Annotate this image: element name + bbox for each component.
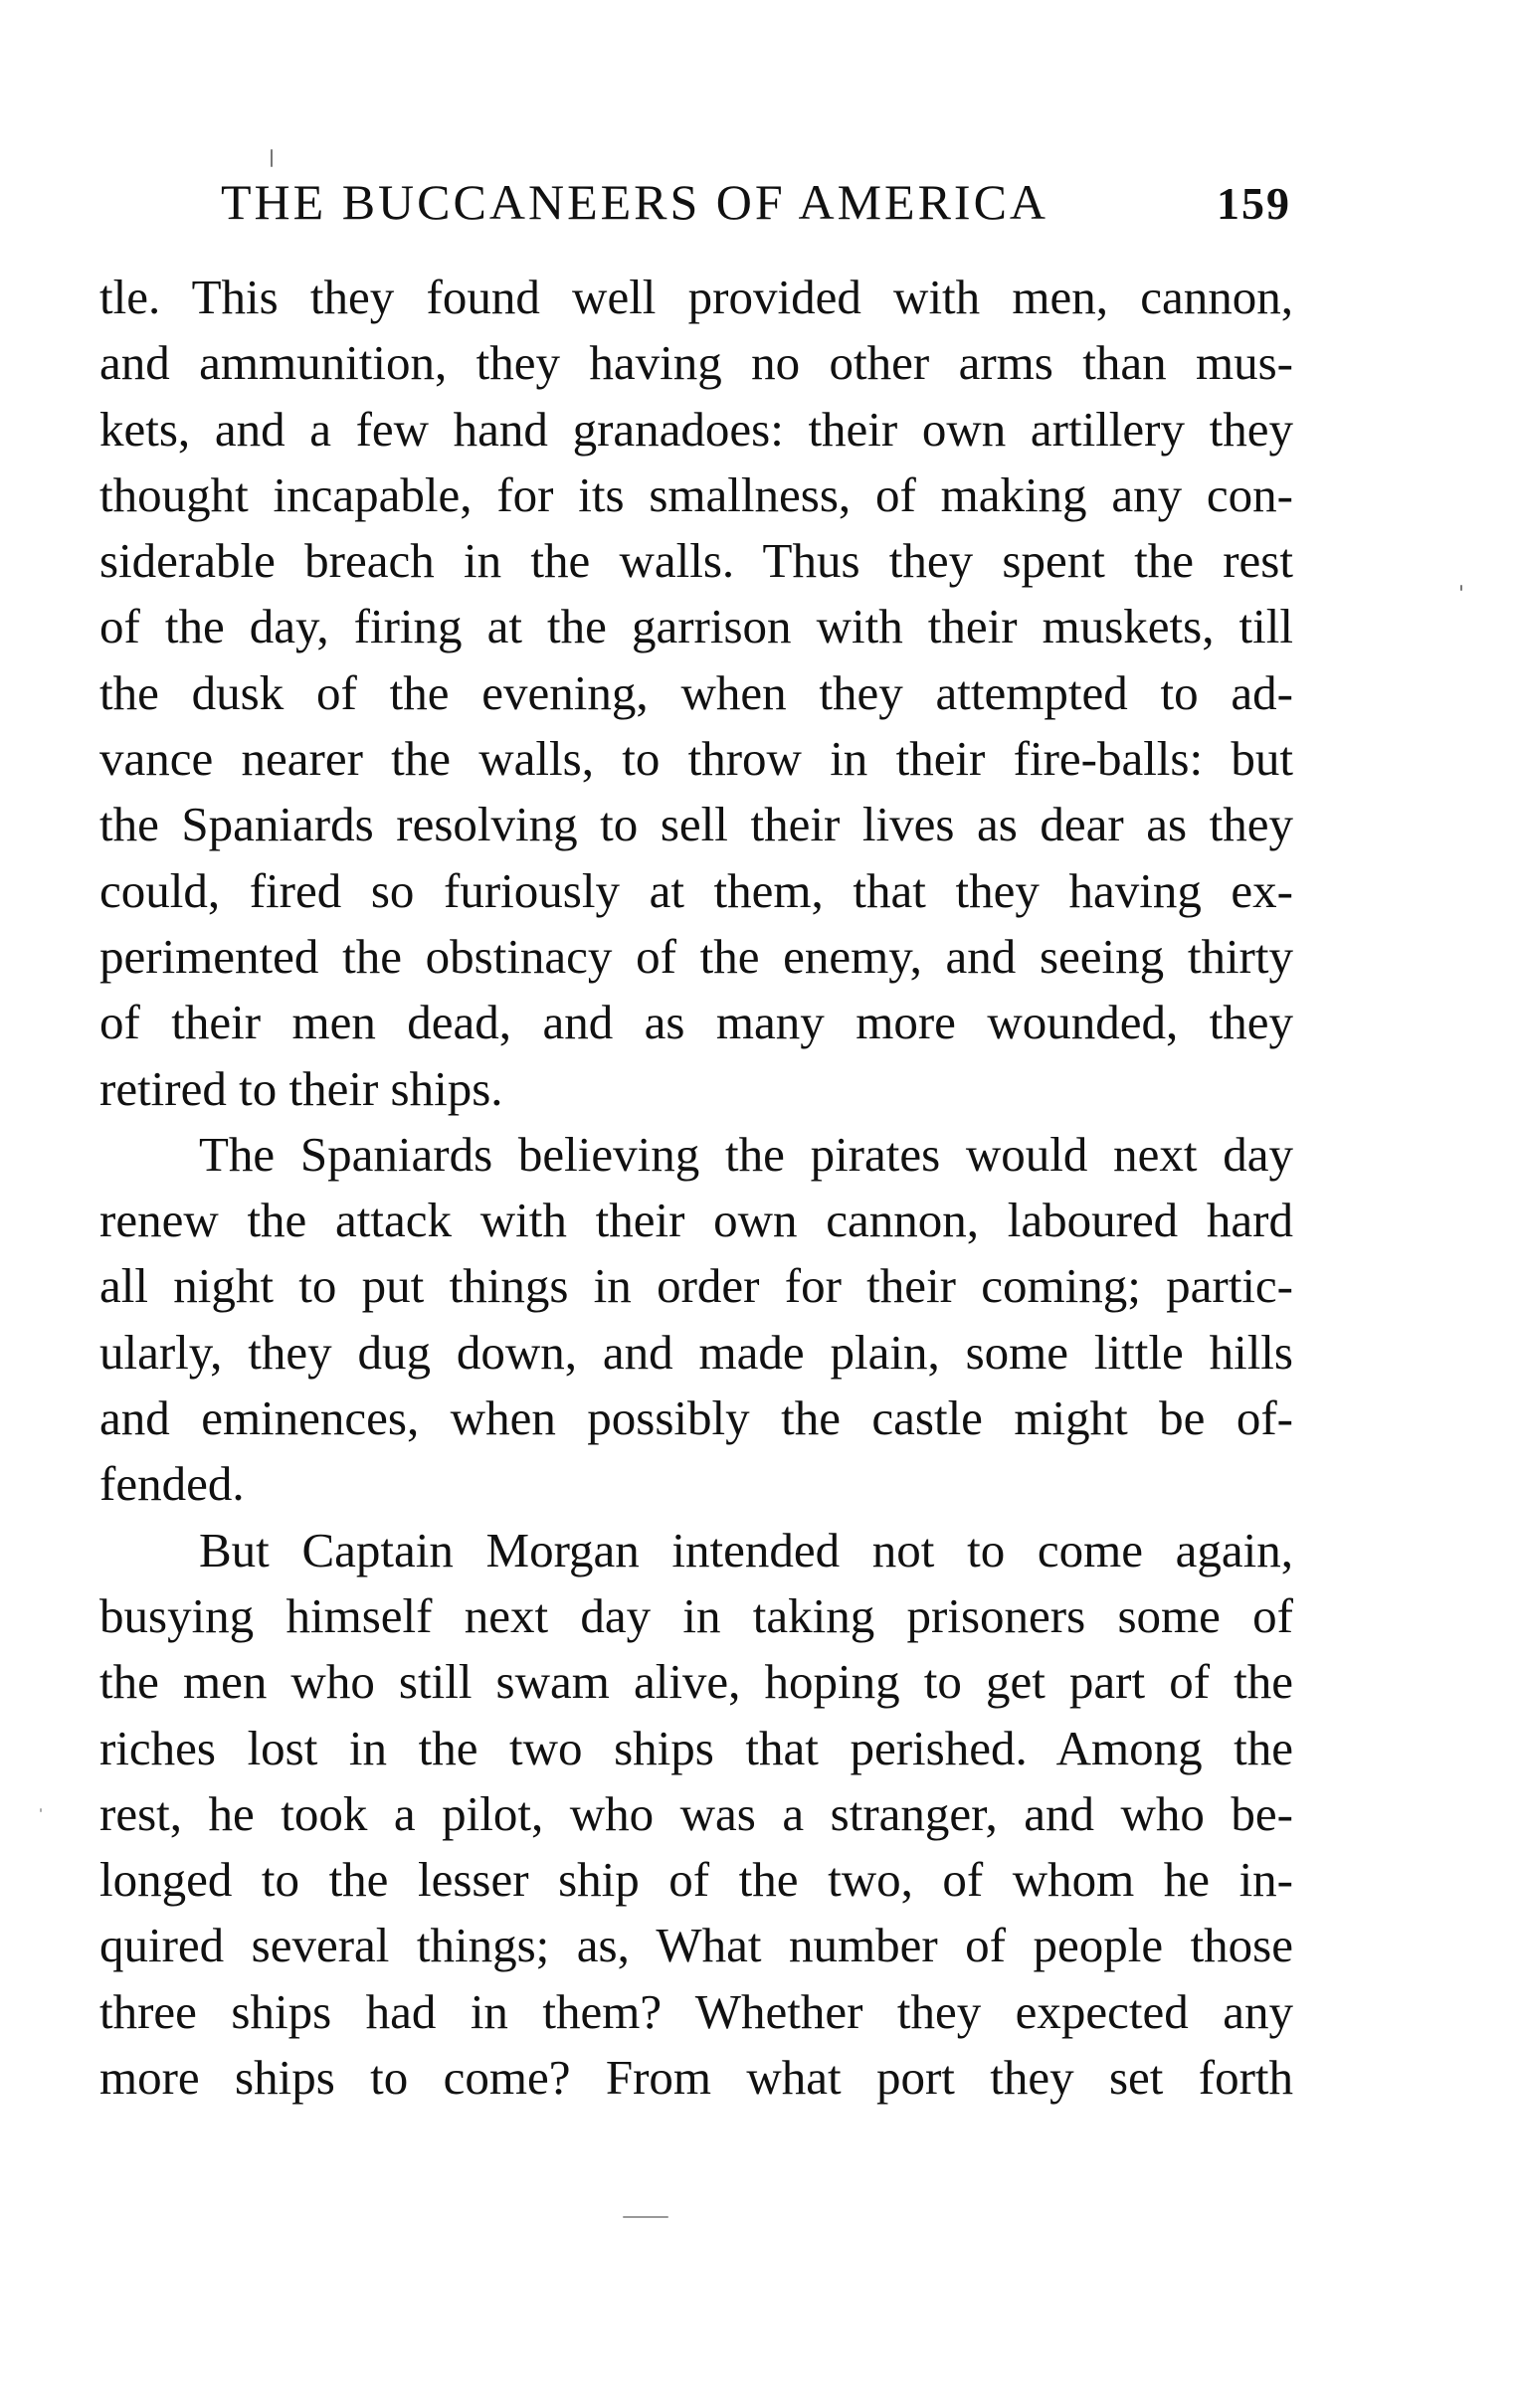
text-line: could, fired so furiously at them, that they having ex- bbox=[99, 862, 1293, 918]
scan-speck bbox=[1460, 585, 1462, 591]
text-line: and eminences, when possibly the castle might be of- bbox=[99, 1390, 1293, 1446]
text-line: vance nearer the walls, to throw in their fire-balls: but bbox=[99, 731, 1293, 787]
text-line: longed to the lesser ship of the two, of whom he in- bbox=[99, 1852, 1293, 1908]
text-line: quired several things; as, What number of people those bbox=[99, 1918, 1293, 1973]
running-title: THE BUCCANEERS OF AMERICA bbox=[221, 174, 1049, 230]
text-line: the dusk of the evening, when they attempted to ad- bbox=[99, 664, 1293, 720]
text-line: of the day, firing at the garrison with their muskets, till bbox=[99, 599, 1293, 654]
paragraph-start-line: The Spaniards believing the pirates would next day bbox=[199, 1126, 1293, 1182]
body-text bbox=[99, 265, 1293, 2111]
page-number: 159 bbox=[1217, 178, 1291, 229]
text-line: riches lost in the two ships that perished. Among the bbox=[99, 1720, 1293, 1775]
text-line: ularly, they dug down, and made plain, some little hills bbox=[99, 1324, 1293, 1380]
text-line: perimented the obstinacy of the enemy, and seeing thirty bbox=[99, 928, 1293, 984]
text-line: retired to their ships. bbox=[99, 1060, 503, 1116]
text-line: siderable breach in the walls. Thus they spent the rest bbox=[99, 533, 1293, 589]
text-line: kets, and a few hand granadoes: their own artillery they bbox=[99, 401, 1293, 457]
text-line: tle. This they found well provided with men, cannon, bbox=[99, 270, 1293, 324]
text-line: thought incapable, for its smallness, of making any con- bbox=[99, 466, 1293, 522]
text-line: and ammunition, they having no other arms than mus- bbox=[99, 335, 1293, 391]
running-head bbox=[221, 173, 1291, 243]
text-line: fended. bbox=[99, 1456, 245, 1512]
text-line: all night to put things in order for their coming; partic- bbox=[99, 1258, 1293, 1314]
paragraph-start-line: But Captain Morgan intended not to come again, bbox=[199, 1522, 1293, 1577]
scan-speck bbox=[623, 2216, 668, 2218]
text-line: the Spaniards resolving to sell their lives as dear as they bbox=[99, 797, 1293, 852]
text-line: the men who still swam alive, hoping to get part of the bbox=[99, 1654, 1293, 1710]
text-line: rest, he took a pilot, who was a stranger, and who be- bbox=[99, 1785, 1293, 1841]
text-line: more ships to come? From what port they set forth bbox=[99, 2050, 1293, 2106]
text-line: renew the attack with their own cannon, laboured hard bbox=[99, 1193, 1293, 1248]
text-line: of their men dead, and as many more wounded, they bbox=[99, 995, 1293, 1050]
scan-speck bbox=[40, 1808, 42, 1812]
text-line: three ships had in them? Whether they expected any bbox=[99, 1983, 1293, 2039]
text-line: busying himself next day in taking prisoners some of bbox=[99, 1587, 1293, 1643]
scan-speck bbox=[271, 149, 273, 167]
